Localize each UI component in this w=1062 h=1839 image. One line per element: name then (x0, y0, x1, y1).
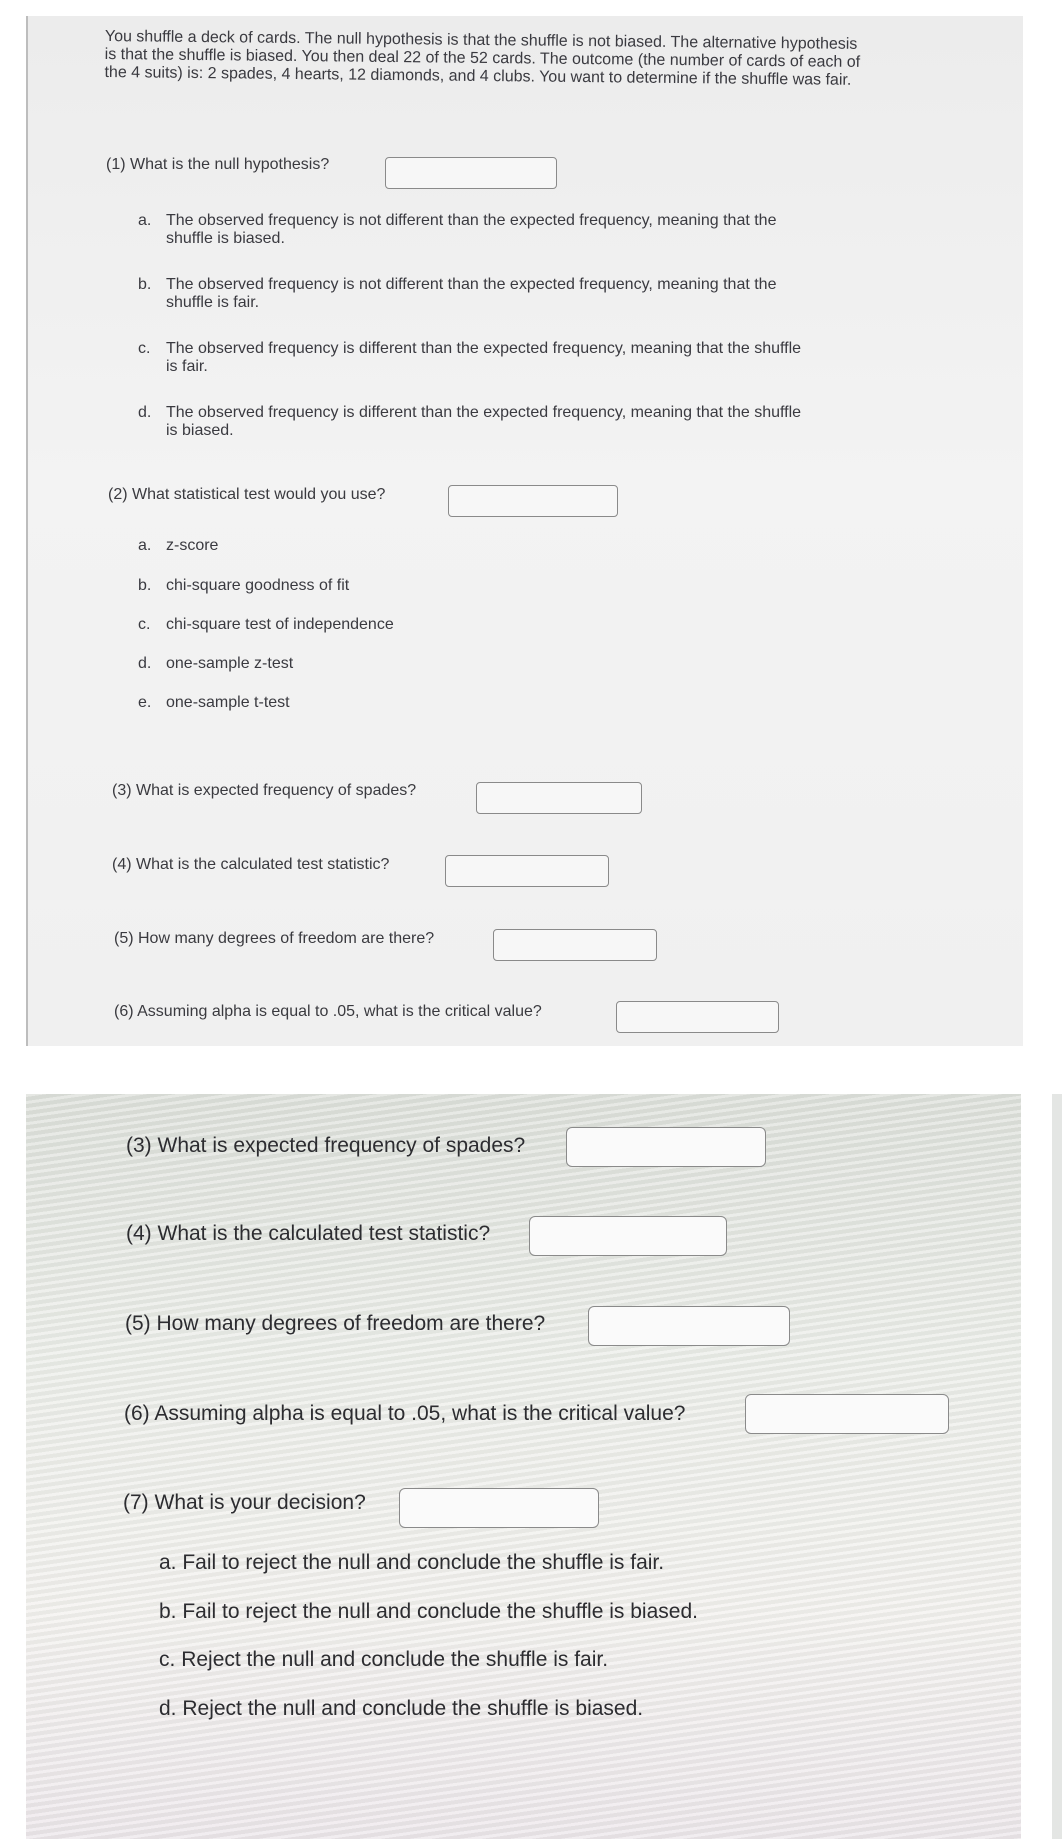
scrollbar-strip (1052, 1094, 1062, 1839)
q2-option-d-text: one-sample z-test (166, 655, 294, 672)
q5-answer-input[interactable] (493, 929, 657, 961)
q2-option-a-text: z-score (166, 537, 219, 554)
q1-option-a-text: The observed frequency is not different than the expected frequency, meaning that the shuffle is biased. (166, 212, 777, 247)
q1-option-d-letter: d. (138, 404, 152, 421)
q6-answer-input[interactable] (616, 1001, 779, 1033)
q1-option-a[interactable] (138, 212, 818, 248)
q1-option-b[interactable] (138, 276, 818, 312)
q2-option-b-letter: b. (138, 577, 152, 594)
q4-label-zoomed: (4) What is the calculated test statistic? (126, 1222, 491, 1245)
q2-option-c[interactable] (138, 616, 818, 634)
question-panel-bottom (26, 1094, 1021, 1839)
q7-answer-input[interactable] (399, 1488, 599, 1528)
q6-label: (6) Assuming alpha is equal to .05, what is the critical value? (114, 1003, 542, 1020)
q4-label: (4) What is the calculated test statistic? (112, 856, 390, 873)
q6-answer-input-zoomed[interactable] (745, 1394, 949, 1434)
q1-answer-input[interactable] (385, 157, 557, 189)
q1-option-c[interactable] (138, 340, 818, 376)
q7-option-d-text: Reject the null and conclude the shuffle is biased. (182, 1697, 644, 1720)
q7-option-a-text: Fail to reject the null and conclude the shuffle is fair. (182, 1551, 665, 1574)
q2-option-e-text: one-sample t-test (166, 694, 290, 711)
q2-option-e-letter: e. (138, 694, 152, 711)
q7-label: (7) What is your decision? (123, 1491, 366, 1514)
q1-option-c-letter: c. (138, 340, 151, 357)
q2-option-e[interactable] (138, 694, 818, 712)
q2-option-c-text: chi-square test of independence (166, 616, 394, 633)
q1-option-d-text: The observed frequency is different than the expected frequency, meaning that the shuffle is biased. (166, 404, 802, 439)
q1-option-d[interactable] (138, 404, 818, 440)
q7-option-a-letter: a. (159, 1551, 177, 1574)
q5-label: (5) How many degrees of freedom are there? (114, 930, 435, 947)
q7-option-c[interactable] (159, 1648, 608, 1672)
q7-option-d-letter: d. (159, 1697, 177, 1720)
q7-option-c-text: Reject the null and conclude the shuffle is fair. (181, 1648, 609, 1671)
q1-option-a-letter: a. (138, 212, 152, 229)
q1-label: (1) What is the null hypothesis? (106, 156, 330, 173)
q2-option-b-text: chi-square goodness of fit (166, 577, 350, 594)
q7-option-d[interactable] (159, 1697, 643, 1721)
q4-answer-input-zoomed[interactable] (529, 1216, 727, 1256)
problem-statement: You shuffle a deck of cards. The null hypothesis is that the shuffle is not biased. The alternative hypothesis is that the shuffle is biased. You then deal 22 of the 52 cards. The outcome (the number of cards of each of the 4 suits) is: 2 spades, 4 hearts, 12 diamonds, and 4 clubs. You want to determine if the shuffle was fair. (104, 28, 861, 89)
q1-option-c-text: The observed frequency is different than the expected frequency, meaning that the shuffle is fair. (166, 340, 802, 375)
q3-answer-input[interactable] (476, 782, 642, 814)
q2-label: (2) What statistical test would you use? (108, 486, 386, 503)
q3-label: (3) What is expected frequency of spades? (112, 782, 417, 799)
q7-option-b-letter: b. (159, 1600, 177, 1623)
q1-option-b-text: The observed frequency is not different than the expected frequency, meaning that the shuffle is fair. (166, 276, 777, 311)
q3-answer-input-zoomed[interactable] (566, 1127, 766, 1167)
q2-option-b[interactable] (138, 577, 818, 595)
q2-option-a[interactable] (138, 537, 818, 555)
q5-label-zoomed: (5) How many degrees of freedom are there? (125, 1312, 546, 1335)
q6-label-zoomed: (6) Assuming alpha is equal to .05, what is the critical value? (124, 1402, 686, 1425)
question-panel-top (26, 16, 1023, 1046)
q7-option-b-text: Fail to reject the null and conclude the shuffle is biased. (182, 1600, 698, 1623)
q2-option-a-letter: a. (138, 537, 152, 554)
q2-option-d[interactable] (138, 655, 818, 673)
q5-answer-input-zoomed[interactable] (588, 1306, 790, 1346)
q2-answer-input[interactable] (448, 485, 618, 517)
q2-option-d-letter: d. (138, 655, 152, 672)
q2-option-c-letter: c. (138, 616, 151, 633)
q7-option-b[interactable] (159, 1600, 698, 1624)
q7-option-c-letter: c. (159, 1648, 176, 1671)
q1-option-b-letter: b. (138, 276, 152, 293)
q4-answer-input[interactable] (445, 855, 609, 887)
q7-option-a[interactable] (159, 1551, 664, 1575)
q3-label-zoomed: (3) What is expected frequency of spades? (126, 1134, 526, 1157)
